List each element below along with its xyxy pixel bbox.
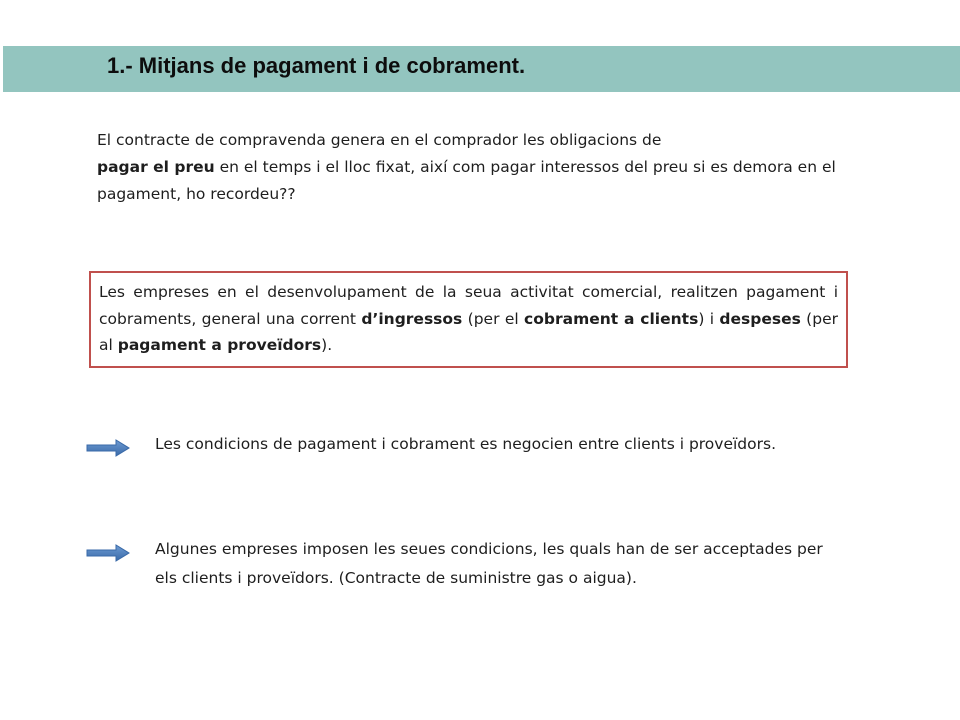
bullet-item-1: Les condicions de pagament i cobrament es negocien entre clients i proveïdors. — [155, 435, 777, 453]
bullet-item-2: Algunes empreses imposen les seues condicions, les quals han de ser acceptades per els clients i proveïdors. (Contracte de suministre gas o aigua). — [155, 540, 823, 587]
highlight-box — [89, 271, 848, 368]
highlight-box-text — [99, 279, 838, 359]
intro-bold-1: pagar el preu — [97, 158, 215, 176]
slide-title: 1.- Mitjans de pagament i de cobrament. — [107, 53, 526, 78]
box-bold-1: d’ingressos — [361, 309, 463, 328]
box-text-1: Les empreses en el desenvolupament de la seua activitat comercial, realitzen pagament i cobraments, general una corrent — [99, 283, 838, 328]
box-bold-2: cobrament a clients — [524, 309, 699, 328]
box-bold-4: pagament a proveïdors — [117, 336, 322, 354]
intro-text-1: El contracte de compravenda genera en el comprador les obligacions de — [97, 131, 662, 149]
box-text-2: (per el — [462, 309, 525, 328]
box-bold-3: despeses — [719, 309, 801, 328]
intro-text-2: en el temps i el lloc fixat, així com pagar interessos del preu si es demora en el pagament, ho recordeu?? — [97, 158, 836, 203]
box-text-5: ). — [321, 336, 333, 354]
box-text-3: ) i — [698, 309, 720, 328]
box-text-4: (per al — [99, 309, 838, 354]
intro-paragraph — [97, 127, 857, 208]
right-arrow-icon — [86, 543, 130, 563]
right-arrow-icon — [86, 438, 130, 458]
